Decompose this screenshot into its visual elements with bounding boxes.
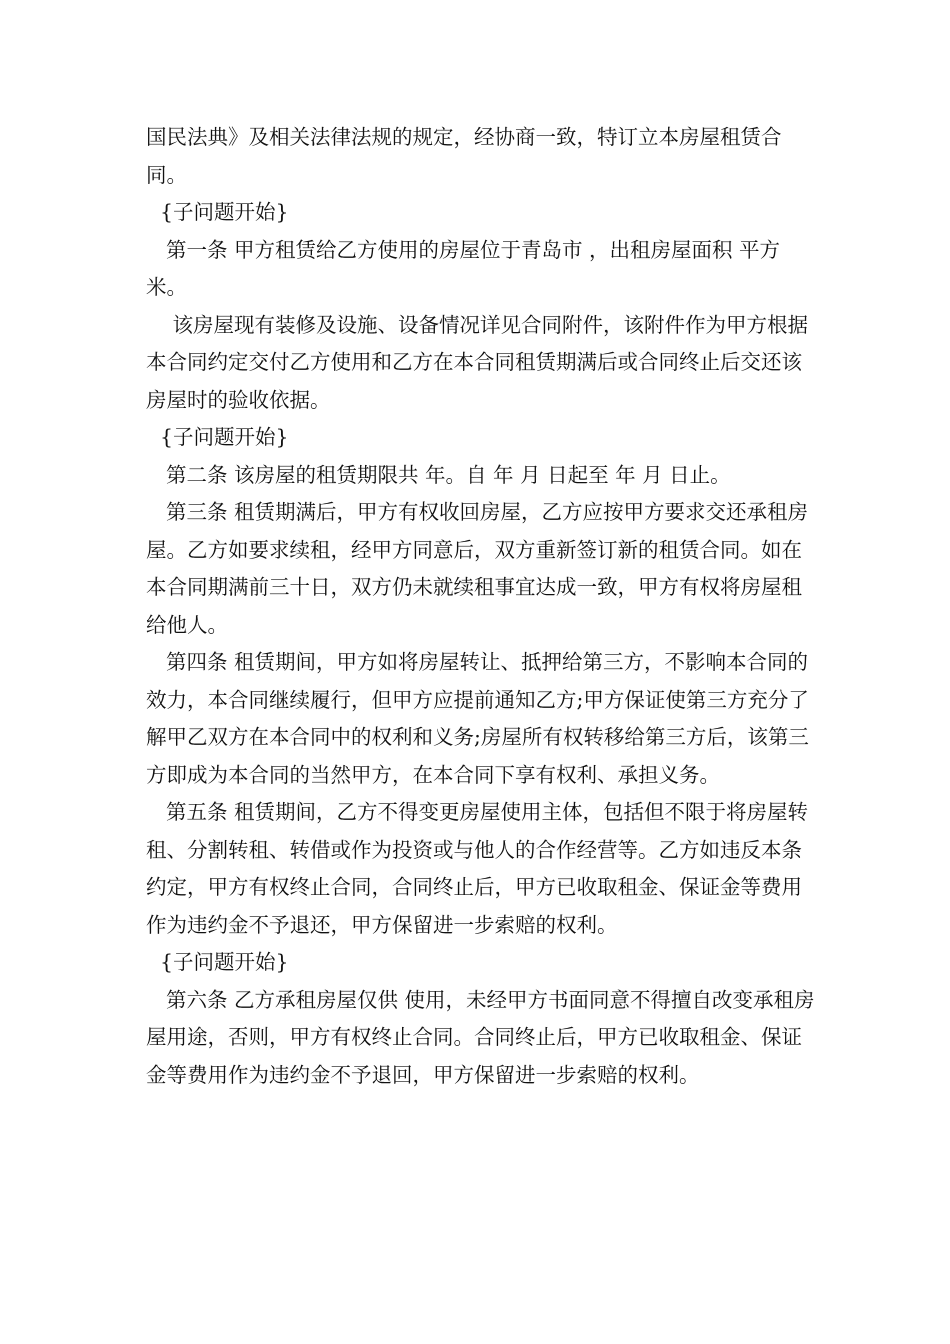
subquestion-marker: {子问题开始}: [160, 950, 289, 974]
subquestion-marker: {子问题开始}: [160, 425, 289, 449]
clause-3: 第三条 租赁期满后，甲方有权收回房屋，乙方应按甲方要求交还承租房屋。乙方如要求续租，经甲方同意后，双方重新签订新的租赁合同。如在本合同期满前三十日，双方仍未就续租事宜达成一致，甲方有权将房屋租给他人。: [146, 500, 809, 637]
clause-6: 第六条 乙方承租房屋仅供 使用，未经甲方书面同意不得擅自改变承租房屋用途，否则，甲方有权终止合同。合同终止后，甲方已收取租金、保证金等费用作为违约金不予退回，甲方保留进一步索赔的权利。: [146, 987, 815, 1087]
subquestion-marker: {子问题开始}: [160, 200, 289, 224]
clause-2: 第二条 该房屋的租赁期限共 年。自 年 月 日起至 年 月 日止。: [166, 462, 731, 487]
clause-5: 第五条 租赁期间，乙方不得变更房屋使用主体，包括但不限于将房屋转租、分割转租、转借或作为投资或与他人的合作经营等。乙方如违反本条约定，甲方有权终止合同，合同终止后，甲方已收取租金、保证金等费用作为违约金不予退还，甲方保留进一步索赔的权利。: [146, 800, 809, 937]
clause-4: 第四条 租赁期间，甲方如将房屋转让、抵押给第三方，不影响本合同的效力，本合同继续履行，但甲方应提前通知乙方;甲方保证使第三方充分了解甲乙双方在本合同中的权利和义务;房屋所有权转移给第三方后，该第三方即成为本合同的当然甲方，在本合同下享有权利、承担义务。: [146, 650, 809, 787]
clause-1-appendix-note: 该房屋现有装修及设施、设备情况详见合同附件，该附件作为甲方根据本合同约定交付乙方使用和乙方在本合同租赁期满后或合同终止后交还该房屋时的验收依据。: [146, 312, 809, 412]
contract-body: [146, 119, 816, 1094]
clause-1: 第一条 甲方租赁给乙方使用的房屋位于青岛市 ，出租房屋面积 平方米。: [146, 237, 781, 299]
paragraph-intro-continuation: 国民法典》及相关法律法规的规定，经协商一致，特订立本房屋租赁合同。: [146, 125, 782, 187]
